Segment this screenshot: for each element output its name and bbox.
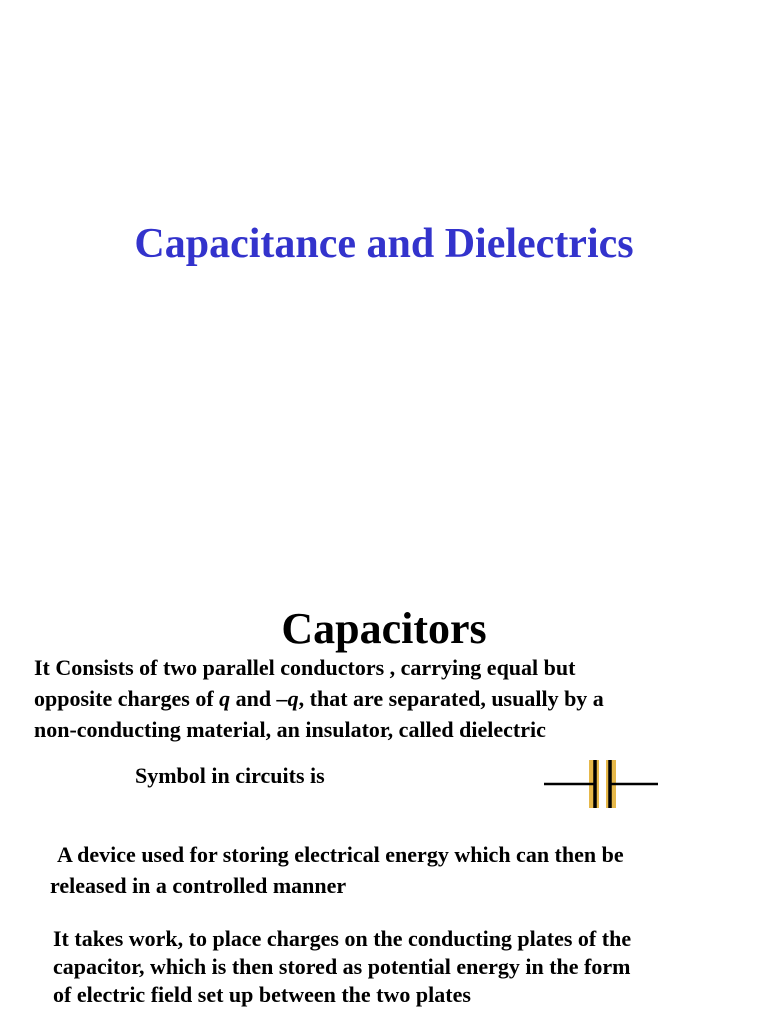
work-paragraph (53, 925, 753, 1009)
work-line-2: capacitor, which is then stored as potential energy in the form (53, 954, 631, 979)
main-title: Capacitance and Dielectrics (134, 221, 634, 267)
device-line-1: A device used for storing electrical energy which can then be (57, 842, 624, 867)
section-title: Capacitors (281, 604, 487, 653)
capacitors-slide (0, 580, 768, 1024)
capacitor-symbol-icon (544, 760, 658, 810)
charge-neg-q: –q (276, 686, 299, 711)
definition-and: and (230, 686, 277, 711)
charge-q: q (219, 686, 231, 711)
work-line-3: of electric field set up between the two plates (53, 982, 471, 1007)
definition-line-2-suffix: , that are separated, usually by a (298, 686, 604, 711)
definition-line-1: It Consists of two parallel conductors , carrying equal but (34, 655, 576, 680)
dielectric-gap (599, 760, 606, 808)
device-paragraph (50, 839, 750, 901)
symbol-label: Symbol in circuits is (135, 763, 325, 788)
work-line-1: It takes work, to place charges on the conducting plates of the (53, 926, 632, 951)
definition-paragraph (34, 652, 754, 745)
device-line-2: released in a controlled manner (50, 873, 347, 898)
definition-line-2-prefix: opposite charges of (34, 686, 220, 711)
definition-line-3: non-conducting material, an insulator, called dielectric (34, 717, 546, 742)
